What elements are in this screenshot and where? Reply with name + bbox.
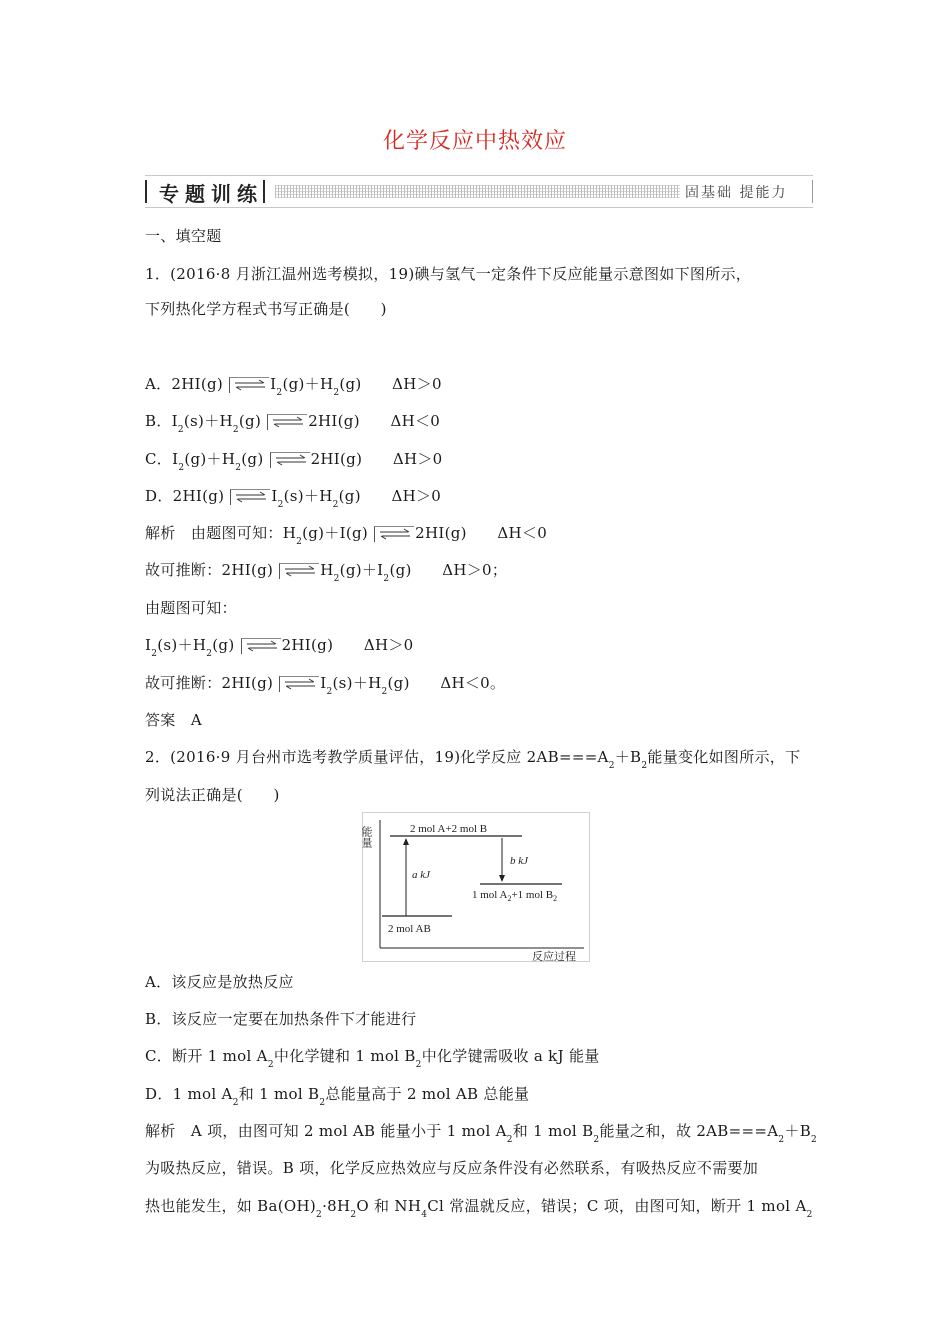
arrow-b-label: b kJ (510, 855, 529, 867)
q2-option-b: B．该反应一定要在加热条件下才能进行 (145, 1010, 417, 1028)
q2-stem-line2: 列说法正确是( ) (145, 786, 280, 804)
equilibrium-arrow-icon (267, 414, 307, 430)
y-axis-label: 能量 (360, 826, 372, 848)
top-level-label: 2 mol A+2 mol B (410, 823, 488, 835)
section-banner (145, 175, 813, 208)
equilibrium-arrow-icon (230, 489, 270, 505)
q2-analysis-line1: 解析 A 项，由图可知 2 mol AB 能量小于 1 mol $A_2$和 1 mol $B_2$能量之和，故 $2AB===A_2+B_2$ (145, 1122, 818, 1145)
q1-analysis-line3: 由题图可知： (145, 599, 237, 617)
banner-bar (263, 180, 265, 203)
q1-stem-line2: 下列热化学方程式书写正确是( ) (145, 300, 387, 318)
banner-label: 专题训练 (159, 182, 263, 206)
q1-analysis-line1: 解析 由题图可知：$H_2(g)+I(g)$ 2HI(g) ΔH＜0 (145, 524, 548, 547)
q2-stem-line1: 2．(2016·9 月台州市选考教学质量评估，19)化学反应 $2AB===A_2+B_2$能量变化如图所示，下 (145, 748, 801, 771)
equilibrium-arrow-icon (270, 452, 310, 468)
q2-option-c: C．断开 1 mol $A_2$中化学键和 1 mol $B_2$中化学键需吸收 a kJ 能量 (145, 1047, 600, 1070)
q2-option-d: D．1 mol $A_2$和 1 mol $B_2$总能量高于 2 mol AB 总能量 (145, 1085, 530, 1108)
q2-option-a: A．该反应是放热反应 (145, 973, 294, 991)
section-heading: 一、填空题 (145, 227, 222, 245)
x-axis-label: 反应过程 (532, 951, 576, 963)
banner-pattern (275, 185, 680, 198)
q1-stem-line1: 1．(2016·8 月浙江温州选考模拟，19)碘与氢气一定条件下反应能量示意图如下图所示， (145, 265, 752, 283)
q2-analysis-line2: 为吸热反应，错误。B 项，化学反应热效应与反应条件没有必然联系，有吸热反应不需要加 (145, 1159, 759, 1177)
q1-analysis-line5: 故可推断：2HI(g) $I_2(s)+H_2(g)$ ΔH＜0。 (145, 674, 506, 697)
equilibrium-arrow-icon (229, 377, 269, 393)
q1-option-b: B．$I_2(s)+H_2(g)$ 2HI(g) ΔH＜0 (145, 412, 441, 435)
page-title: 化学反应中热效应 (382, 129, 567, 154)
q1-analysis-line2: 故可推断：2HI(g) $H_2(g)+I_2(g)$ ΔH＞0； (145, 561, 508, 584)
bottom-level-label: 2 mol AB (388, 923, 431, 935)
q1-option-c: C．$I_2(g)+H_2(g)$ 2HI(g) ΔH＞0 (145, 450, 443, 473)
equilibrium-arrow-icon (279, 563, 319, 579)
energy-diagram (362, 812, 590, 962)
q1-option-d: D．2HI(g) $I_2(s)+H_2(g)$ ΔH＞0 (145, 487, 442, 510)
arrow-a-label: a kJ (412, 869, 431, 881)
q1-analysis-line4: $I_2(s)+H_2(g)$ 2HI(g) ΔH＞0 (145, 636, 414, 659)
equilibrium-arrow-icon (279, 676, 319, 692)
banner-bar (145, 180, 147, 203)
equilibrium-arrow-icon (374, 526, 414, 542)
mid-level-label: 1 mol $A_2+1$ mol $B_2$ (472, 889, 558, 903)
equilibrium-arrow-icon (241, 638, 281, 654)
q2-analysis-line3: 热也能发生，如 $Ba(OH)_2\cdot 8H_2O$ 和 $NH_4Cl$ 常温就反应，错误；C 项，由图可知，断开 1 mol $A_2$ (145, 1197, 813, 1220)
q1-option-a: A．2HI(g) $I_2(g)+H_2(g)$ ΔH＞0 (145, 375, 442, 398)
banner-tag: 固基础 提能力 (685, 185, 788, 201)
q1-answer: 答案 A (145, 711, 203, 729)
banner-edge (812, 180, 813, 203)
